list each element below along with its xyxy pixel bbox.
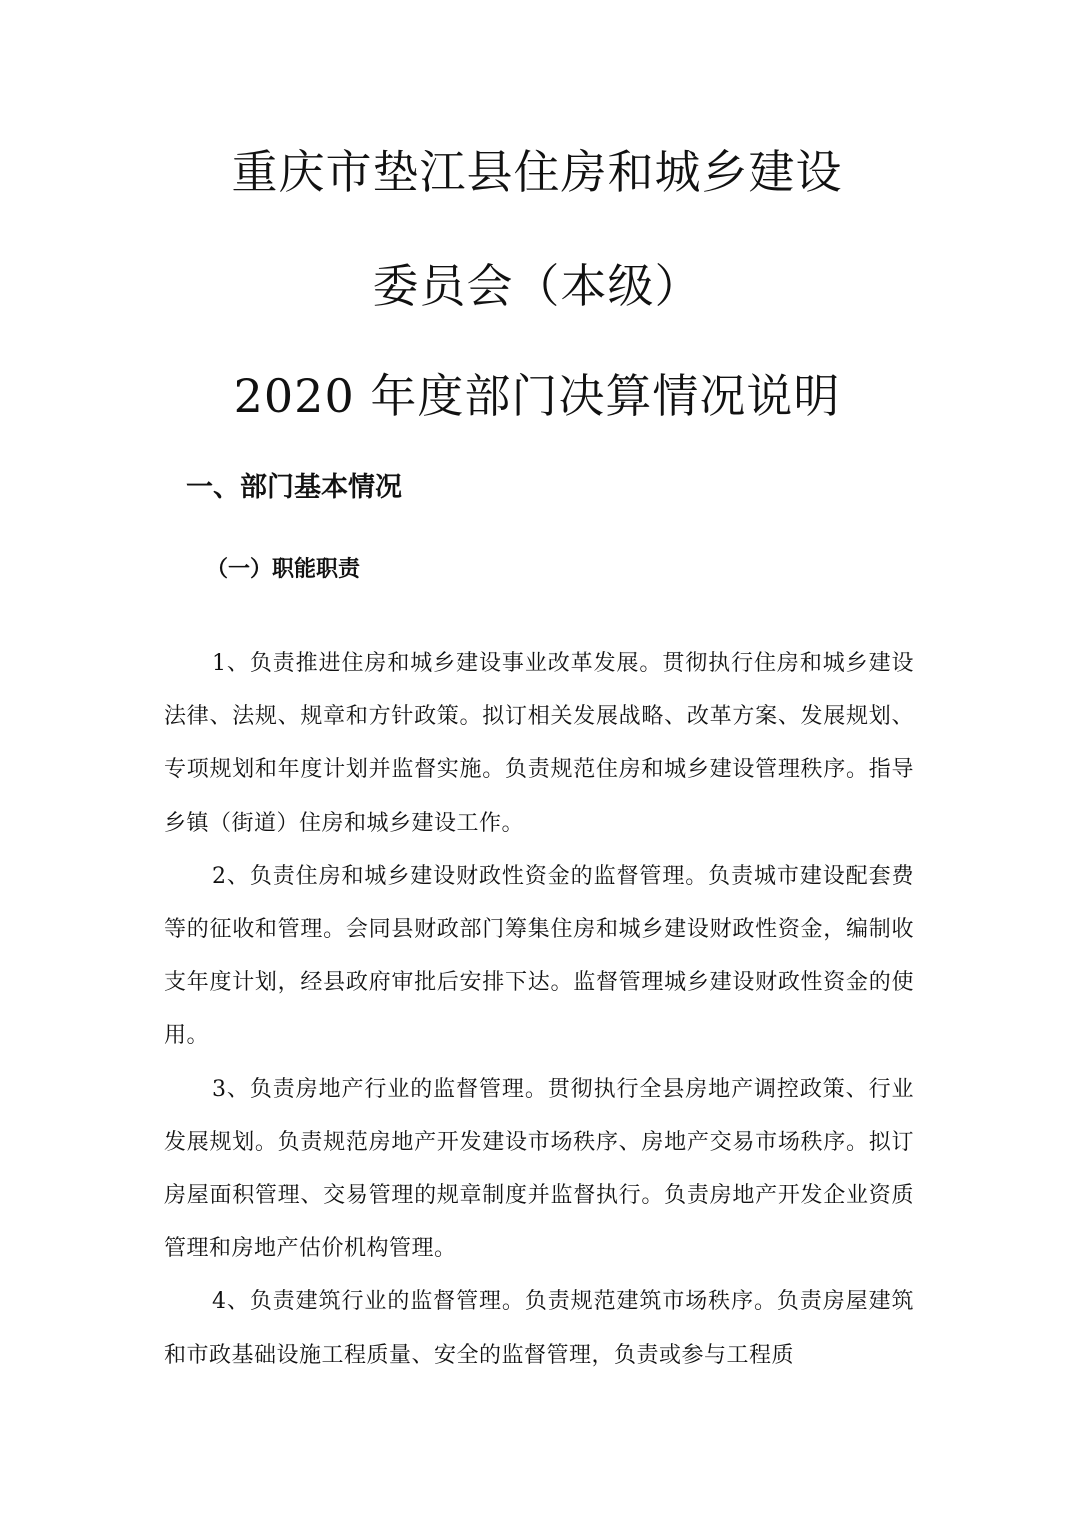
document-title-line-3: 2020 年度部门决算情况说明 bbox=[233, 369, 841, 423]
document-title-line-1: 重庆市垫江县住房和城乡建设 bbox=[231, 145, 843, 199]
paragraph-2: 2、负责住房和城乡建设财政性资金的监督管理。负责城市建设配套费等的征收和管理。会同县财政部门筹集住房和城乡建设财政性资金，编制收支年度计划，经县政府审批后安排下达。监督管理城乡建设财政性资金的使用。 bbox=[164, 863, 914, 1049]
paragraph-1: 1、负责推进住房和城乡建设事业改革发展。贯彻执行住房和城乡建设法律、法规、规章和方针政策。拟订相关发展战略、改革方案、发展规划、专项规划和年度计划并监督实施。负责规范住房和城乡建设管理秩序。指导乡镇（街道）住房和城乡建设工作。 bbox=[164, 651, 914, 836]
paragraph-4: 4、负责建筑行业的监督管理。负责规范建筑市场秩序。负责房屋建筑和市政基础设施工程质量、安全的监督管理，负责或参与工程质 bbox=[164, 1289, 914, 1368]
paragraph-3: 3、负责房地产行业的监督管理。贯彻执行全县房地产调控政策、行业发展规划。负责规范房地产开发建设市场秩序、房地产交易市场秩序。拟订房屋面积管理、交易管理的规章制度并监督执行。负责房地产开发企业资质管理和房地产估价机构管理。 bbox=[164, 1076, 914, 1262]
document-body bbox=[164, 637, 914, 1382]
sub-heading: （一）职能职责 bbox=[206, 557, 361, 582]
document-title-line-2: 委员会（本级） bbox=[372, 259, 702, 313]
section-heading: 一、部门基本情况 bbox=[186, 472, 402, 503]
